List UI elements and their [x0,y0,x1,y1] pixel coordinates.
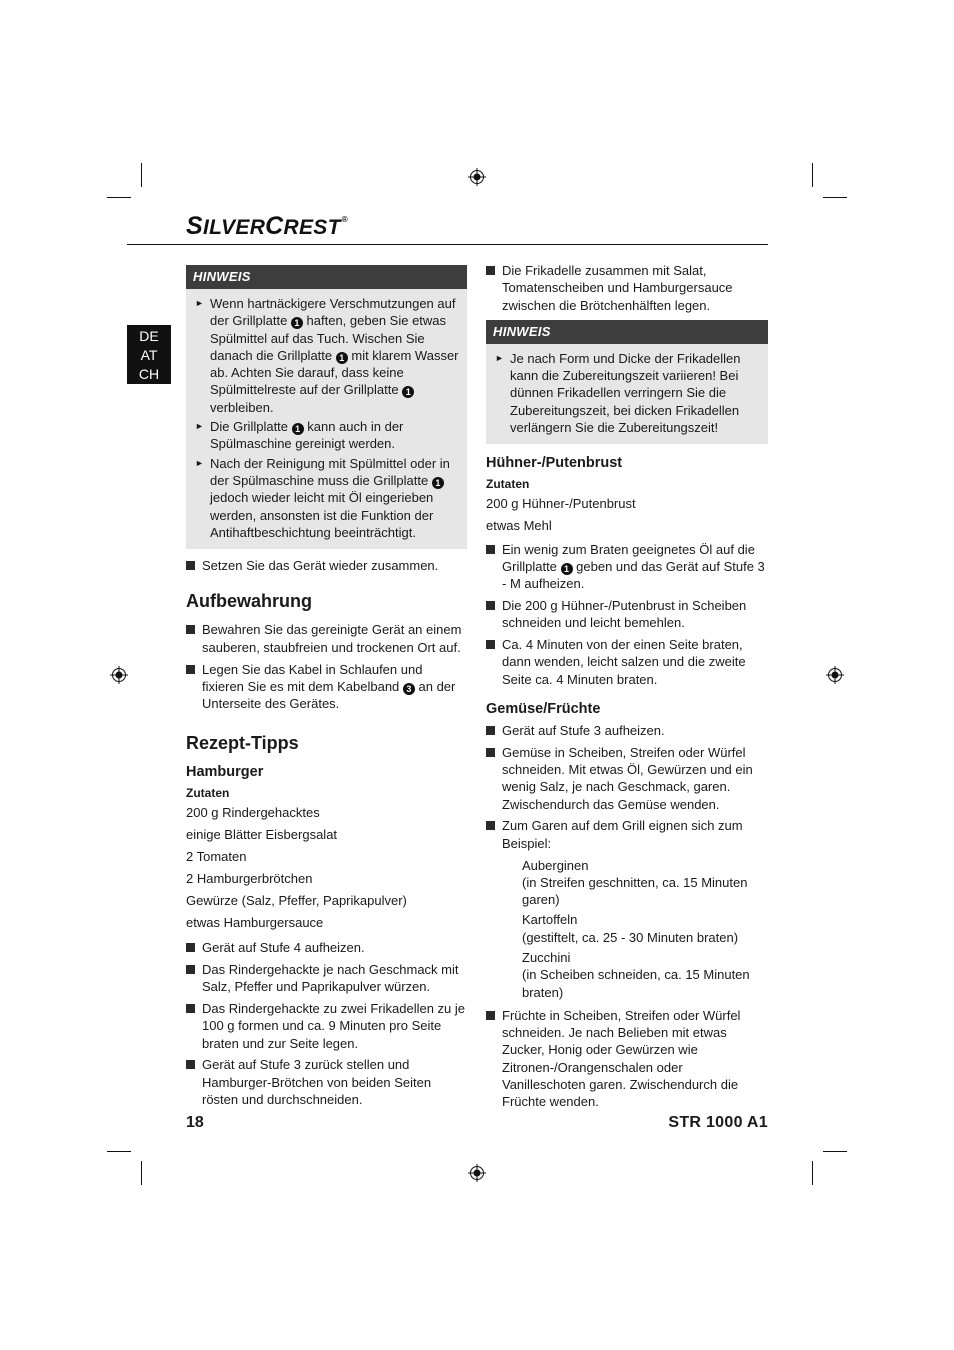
model-number: STR 1000 A1 [668,1114,768,1131]
right-column [486,262,768,1115]
list-item: Zum Garen auf dem Grill eignen sich zum Beispiel: [486,817,768,852]
crop-mark [141,1161,142,1185]
reference-number: 1 [291,317,303,329]
crop-mark [823,1151,847,1152]
ingredients-list [186,804,467,931]
note-box [186,265,467,549]
registration-mark-icon [826,666,844,684]
crop-mark [812,1161,813,1185]
reference-number: 1 [336,352,348,364]
list-item: Gemüse in Scheiben, Streifen oder Würfel schneiden. Mit etwas Öl, Gewürzen und ein wenig Salz, je nach Geschmack, garen. Zwischendurch das Gemüse wenden. [486,744,768,813]
ingredient: einige Blätter Eisbergsalat [186,827,338,843]
registration-mark-icon [110,666,128,684]
example-item [486,857,768,909]
steps-list [486,722,768,852]
recipe-title: Hamburger [186,764,264,781]
text-segment: Legen Sie das Kabel in Schlaufen und fixieren Sie es mit dem Kabelband [202,661,423,694]
note-body [486,344,768,444]
reference-number: 1 [292,423,304,435]
ingredients-label: Zutaten [186,786,230,801]
recipe-title: Hühner-/Putenbrust [486,455,623,472]
section-title: Aufbewahrung [186,591,312,612]
list-item: Gerät auf Stufe 3 aufheizen. [486,722,768,739]
list-item: Gerät auf Stufe 3 zurück stellen und Hamburger-Brötchen von beiden Seiten rösten und durchschneiden. [186,1056,467,1108]
recipe-title: Gemüse/Früchte [486,700,601,717]
bullet-square-icon [186,965,195,974]
bullet-square-icon [486,726,495,735]
list-item: Gerät auf Stufe 4 aufheizen. [186,939,467,956]
note-item [193,455,461,541]
bullet-square-icon [486,821,495,830]
text-segment: verbleiben. [210,399,274,415]
ingredients-label: Zutaten [486,477,530,492]
list-item [486,597,768,632]
text-segment: an der Unterseite des Gerätes. [202,678,456,712]
ingredient: 2 Tomaten [186,849,247,865]
bullet-square-icon [186,561,195,570]
list-item: Früchte in Scheiben, Streifen oder Würfel schneiden. Je nach Belieben mit etwas Zucker, Honig oder Gewürzen wie Zitronen-/Orangenschalen oder Vanilleschoten garen. Zwischendurch die Früchte wenden. [486,1007,768,1111]
reference-number: 1 [402,386,414,398]
text-segment: haften, geben Sie etwas Spülmittel auf das Tuch. Wischen Sie danach die Grillplatte [210,313,447,363]
reference-number: 1 [432,477,444,489]
bullet-square-icon [186,665,195,674]
crop-mark [107,1151,131,1152]
text-segment: Nach der Reinigung mit Spülmittel oder in der Spülmaschine muss die Grillplatte [210,455,450,488]
arrow-bullet-icon: ► [495,352,504,363]
header-rule [127,244,768,245]
crop-mark [141,163,142,187]
text-segment: Die Grillplatte [210,419,292,435]
bullet-square-icon [186,943,195,952]
example-name: Kartoffeln [522,912,578,928]
ingredient: etwas Hamburgersauce [186,914,324,930]
ingredient: 2 Hamburgerbrötchen [186,871,313,887]
note-box [486,320,768,444]
ingredient: etwas Mehl [486,518,552,534]
bullet-square-icon [186,1004,195,1013]
crop-mark [107,197,131,198]
example-name: Zucchini [522,950,571,965]
list-item [486,541,768,593]
bullet-square-icon [486,545,495,554]
text-segment: kann auch in der Spülmaschine gereinigt werden. [210,419,404,452]
list-item [186,661,467,713]
example-detail: (in Streifen geschnitten, ca. 15 Minuten garen) [522,874,748,908]
bullet-square-icon [486,601,495,610]
language-code: AT [140,347,158,363]
arrow-bullet-icon: ► [195,457,204,468]
crop-mark [823,197,847,198]
note-item [193,295,461,416]
language-code: DE [139,328,159,344]
steps-list [186,939,467,1108]
crop-mark [812,163,813,187]
reference-number: 3 [403,683,415,695]
example-item [486,911,768,946]
bullet-square-icon [186,1060,195,1069]
note-heading: HINWEIS [186,265,467,289]
ingredient: 200 g Rindergehacktes [186,805,320,821]
language-code: CH [138,366,160,382]
note-body [186,289,467,549]
list-item [186,621,467,656]
bullet-square-icon [186,625,195,634]
page-number: 18 [186,1114,204,1131]
text-segment: Ein wenig zum Braten geeignetes Öl auf die Grillplatte [502,541,755,574]
text-segment: Bewahren Sie das gereinigte Gerät an einem sauberen, staubfreien und trockenen Ort auf. [202,622,462,655]
reference-number: 1 [561,563,573,575]
bullet-square-icon [486,748,495,757]
text-segment: Wenn hartnäckigere Verschmutzungen auf der Grillplatte [210,296,456,329]
list-item: Das Rindergehackte zu zwei Frikadellen zu je 100 g formen und ca. 9 Minuten pro Seite braten und zur Seite legen. [186,1000,467,1052]
example-detail: (gestiftelt, ca. 25 - 30 Minuten braten) [522,929,739,945]
example-item [486,949,768,1001]
registration-mark-icon [468,1164,486,1182]
section-title: Rezept-Tipps [186,733,299,754]
note-item: ► Je nach Form und Dicke der Frikadellen kann die Zubereitungszeit variieren! Bei dünnen Frikadellen verringern Sie die Zubereitungszeit, bei dicken Frikadellen verlängern Sie die Zubereitungszeit! [495,350,741,436]
storage-list [186,621,467,712]
note-item [193,418,461,453]
note-heading: HINWEIS [486,320,768,344]
steps-list [486,541,768,688]
list-item: Die Frikadelle zusammen mit Salat, Tomatenscheiben und Hamburgersauce zwischen die Brötchenhälften legen. [486,262,768,314]
bullet-square-icon [486,640,495,649]
brand-logo: SILVERCREST® [186,212,348,240]
language-tab [127,325,171,384]
arrow-bullet-icon: ► [195,298,204,308]
text-segment: mit klarem Wasser ab. Achten Sie darauf, dass keine Spülmittelreste auf der Grillplatte [210,347,459,398]
list-item: Das Rindergehackte je nach Geschmack mit Salz, Pfeffer und Paprikapulver würzen. [186,961,467,996]
text-segment: jedoch wieder leicht mit Öl eingerieben werden, ansonsten ist die Funktion der Antihaftbeschichtung beeinträchtigt. [210,490,434,540]
example-detail: (in Scheiben schneiden, ca. 15 Minuten braten) [522,967,750,1000]
ingredient: Gewürze (Salz, Pfeffer, Paprikapulver) [186,893,407,908]
text-segment: Die 200 g Hühner-/Putenbrust in Scheiben schneiden und leicht bemehlen. [502,597,747,631]
examples-list [486,857,768,1001]
left-column [186,265,467,1113]
text-segment: Ca. 4 Minuten von der einen Seite braten, dann wenden, leicht salzen und die zweite Seite ca. 4 Minuten braten. [502,637,746,687]
list-item [486,636,768,688]
bullet-square-icon [486,1011,495,1020]
ingredient: 200 g Hühner-/Putenbrust [486,496,636,512]
ingredients-list [486,495,768,534]
example-name: Auberginen [522,857,589,873]
text-segment: geben und das Gerät auf Stufe 3 - M aufheizen. [502,558,765,592]
bullet-square-icon [486,266,495,275]
list-item: Setzen Sie das Gerät wieder zusammen. [186,557,467,574]
arrow-bullet-icon: ► [195,421,204,432]
registration-mark-icon [468,168,486,186]
